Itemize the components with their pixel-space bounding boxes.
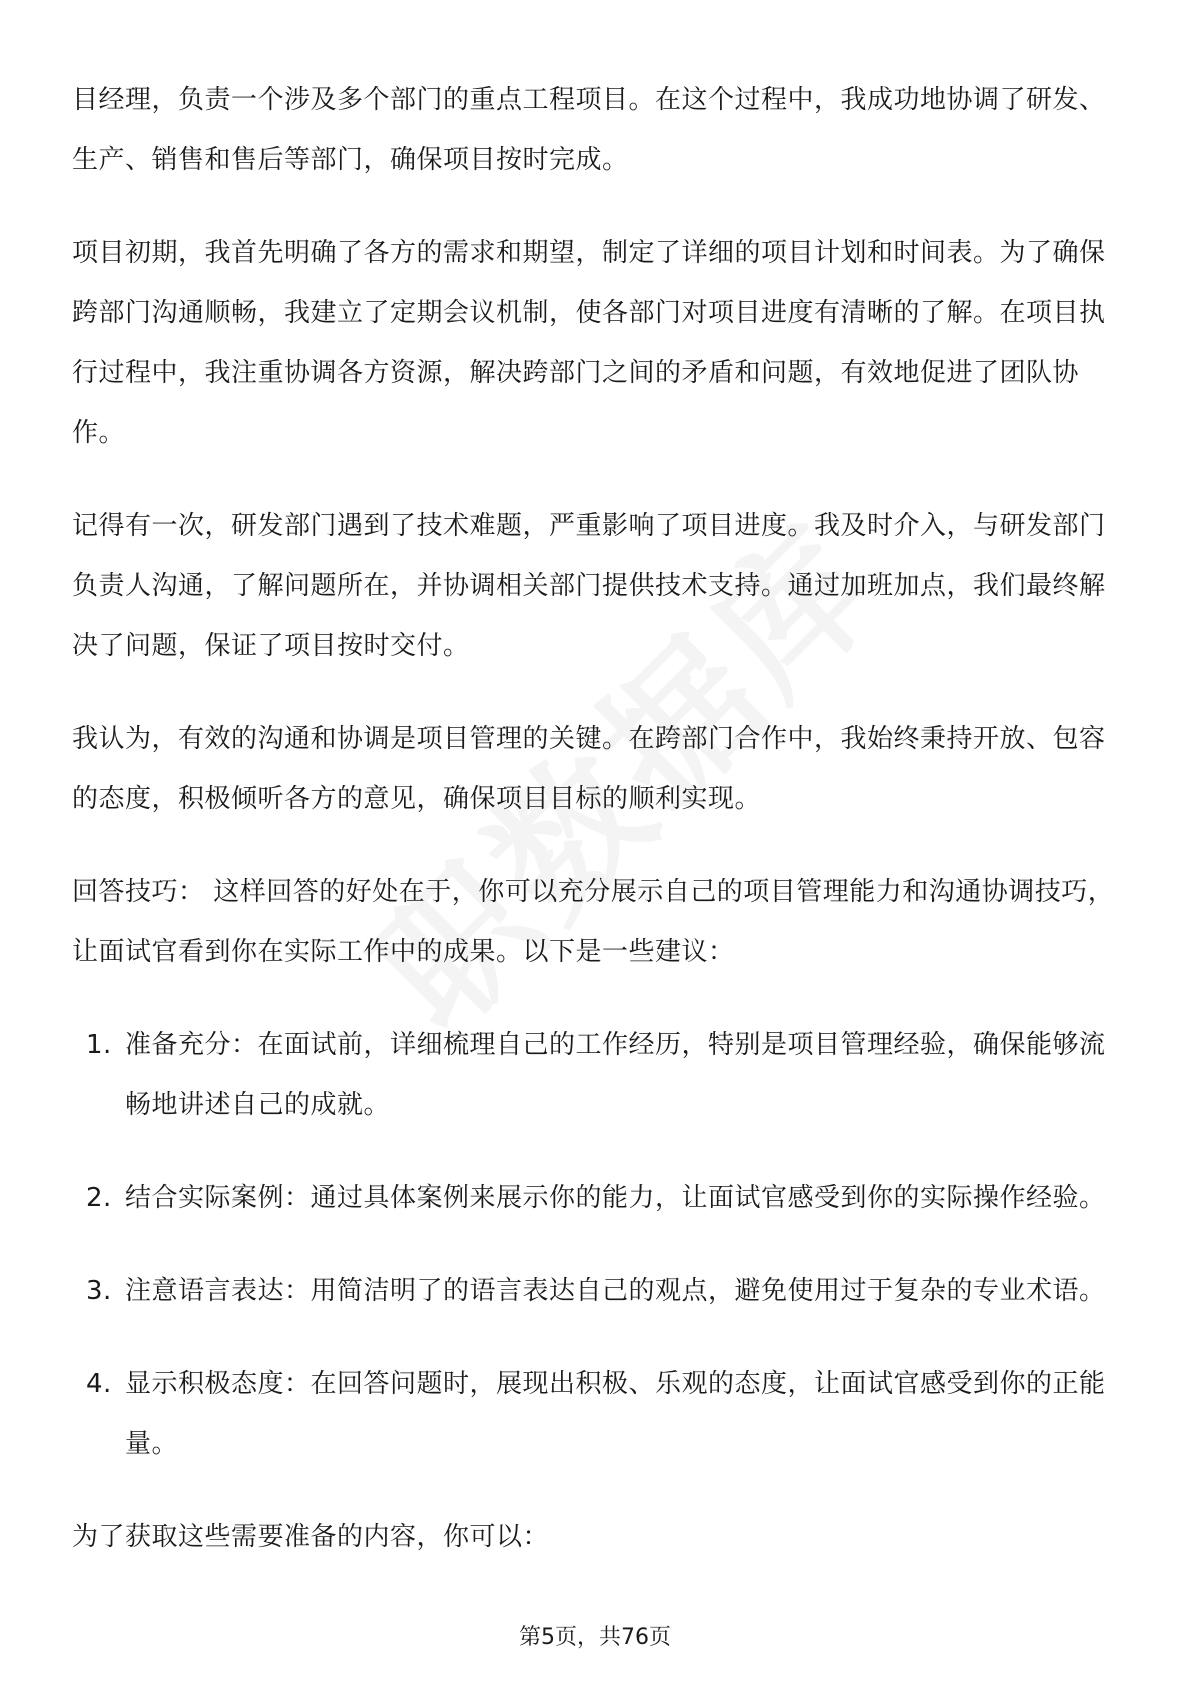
list-item [72, 1261, 1122, 1321]
list-number: 3. [86, 1276, 112, 1306]
list-item-text: 显示积极态度：在回答问题时，展现出积极、乐观的态度，让面试官感受到你的正能量。 [125, 1369, 1106, 1459]
document-body [72, 70, 1122, 1600]
page-number-footer: 第5页，共76页 [519, 1625, 671, 1650]
paragraph: 我认为，有效的沟通和协调是项目管理的关键。在跨部门合作中，我始终秉持开放、包容的态度，积极倾听各方的意见，确保项目目标的顺利实现。 [72, 724, 1106, 814]
closing-paragraph: 为了获取这些需要准备的内容，你可以： [72, 1522, 550, 1552]
list-item [72, 1015, 1122, 1135]
list-item-text: 准备充分：在面试前，详细梳理自己的工作经历，特别是项目管理经验，确保能够流畅地讲述自己的成就。 [125, 1030, 1106, 1120]
list-item [72, 1354, 1122, 1474]
paragraph: 目经理，负责一个涉及多个部门的重点工程项目。在这个过程中，我成功地协调了研发、生产、销售和售后等部门，确保项目按时完成。 [72, 85, 1106, 175]
list-number: 4. [86, 1369, 112, 1399]
list-number: 1. [86, 1030, 112, 1060]
paragraph: 回答技巧： 这样回答的好处在于，你可以充分展示自己的项目管理能力和沟通协调技巧，让面试官看到你在实际工作中的成果。以下是一些建议： [72, 877, 1115, 967]
paragraph: 项目初期，我首先明确了各方的需求和期望，制定了详细的项目计划和时间表。为了确保跨部门沟通顺畅，我建立了定期会议机制，使各部门对项目进度有清晰的了解。在项目执行过程中，我注重协调各方资源，解决跨部门之间的矛盾和问题，有效地促进了团队协作。 [72, 238, 1106, 448]
list-number: 2. [86, 1183, 112, 1213]
paragraph: 记得有一次，研发部门遇到了技术难题，严重影响了项目进度。我及时介入，与研发部门负责人沟通，了解问题所在，并协调相关部门提供技术支持。通过加班加点，我们最终解决了问题，保证了项目按时交付。 [72, 511, 1106, 661]
tips-list [72, 1015, 1122, 1474]
list-item-text: 结合实际案例：通过具体案例来展示你的能力，让面试官感受到你的实际操作经验。 [125, 1183, 1106, 1213]
list-item-text: 注意语言表达：用简洁明了的语言表达自己的观点，避免使用过于复杂的专业术语。 [125, 1276, 1106, 1306]
list-item [72, 1168, 1122, 1228]
